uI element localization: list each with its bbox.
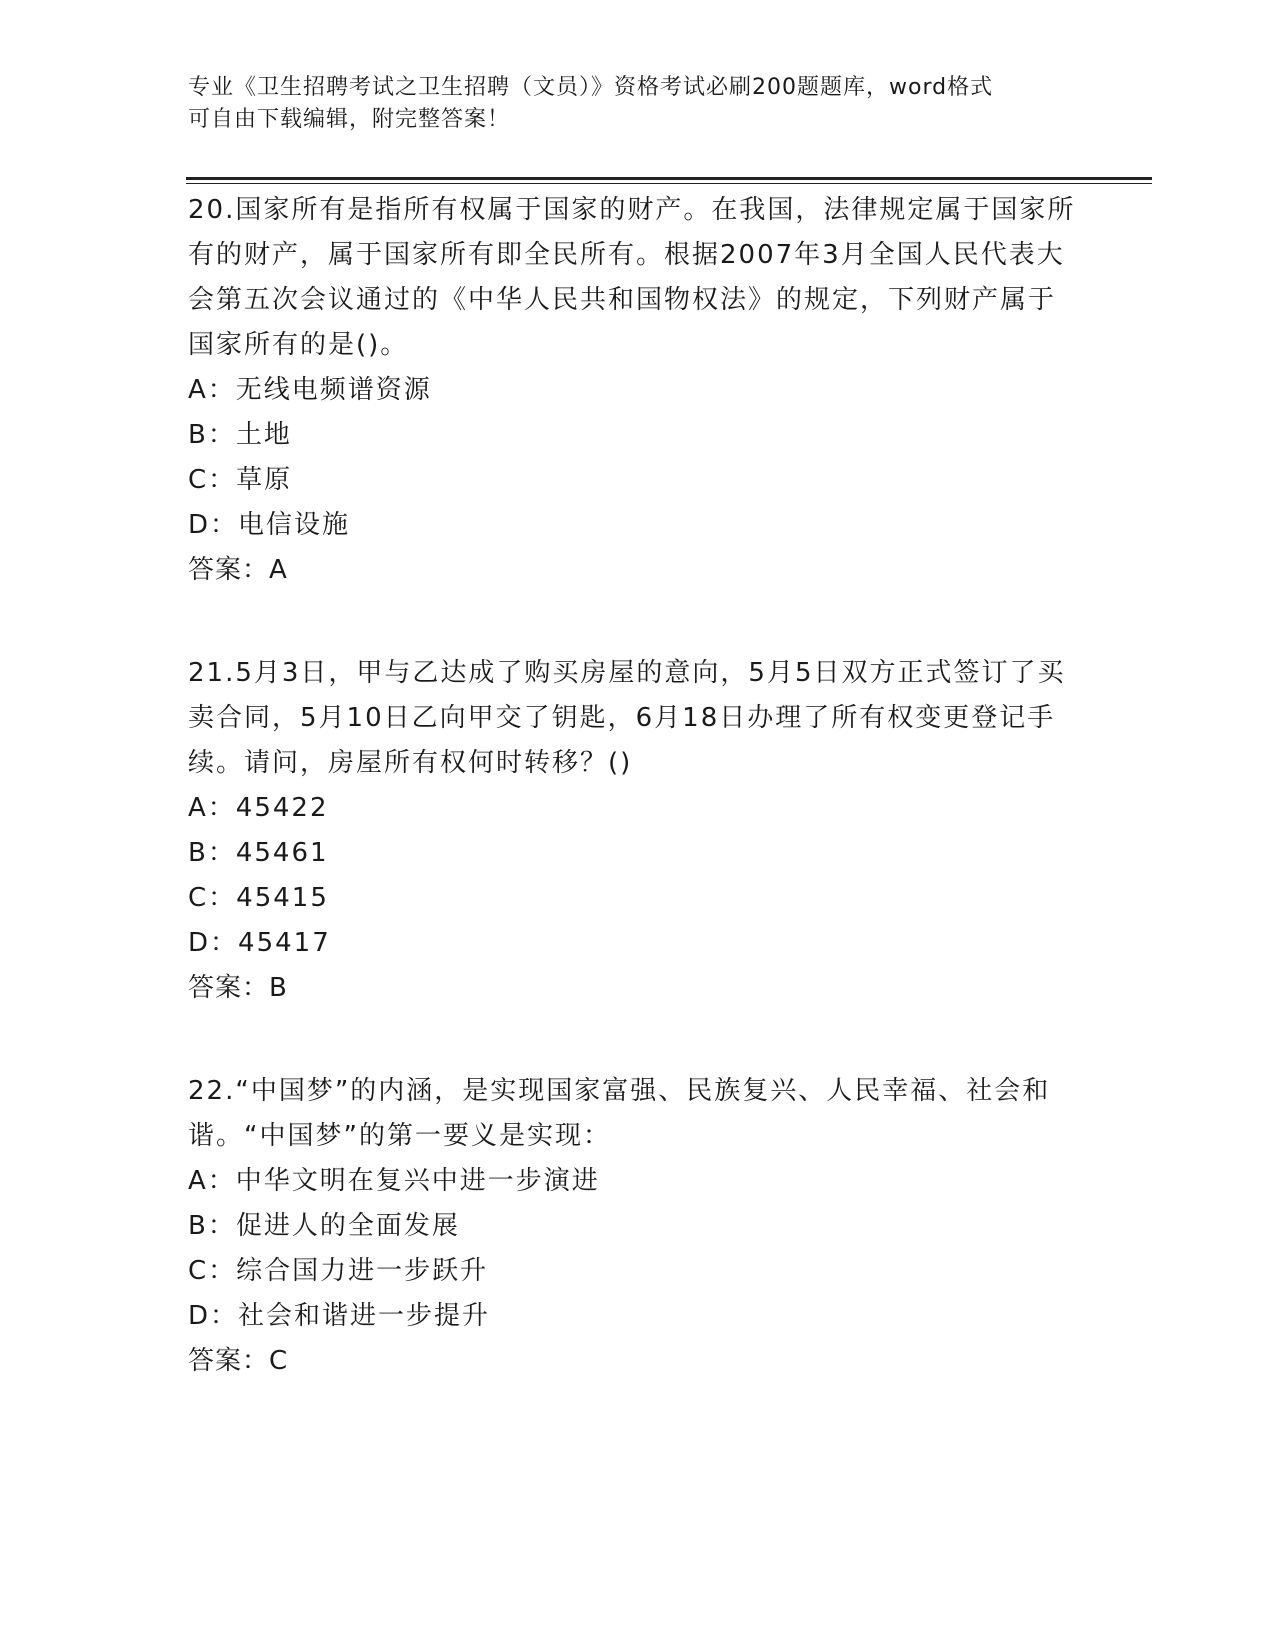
option-a: A：45422 — [188, 793, 329, 823]
document-header — [188, 72, 1068, 136]
question-21 — [188, 651, 1088, 1011]
option-b: B：45461 — [188, 838, 329, 868]
header-title-line-2: 可自由下载编辑，附完整答案！ — [188, 107, 511, 132]
header-divider-thin — [186, 183, 1152, 184]
header-title-line-1: 专业《卫生招聘考试之卫生招聘（文员）》资格考试必刷200题题库，word格式 — [188, 75, 994, 100]
answer-line: 答案：B — [188, 973, 288, 1003]
question-stem: 20.国家所有是指所有权属于国家的财产。在我国，法律规定属于国家所有的财产，属于国家所有即全民所有。根据2007年3月全国人民代表大会第五次会议通过的《中华人民共和国物权法》的规定，下列财产属于国家所有的是()。 — [188, 195, 1076, 360]
option-c: C：综合国力进一步跃升 — [188, 1256, 489, 1286]
question-22 — [188, 1069, 1088, 1384]
question-20 — [188, 188, 1088, 593]
question-stem: 22.“中国梦”的内涵，是实现国家富强、民族复兴、人民幸福、社会和谐。“中国梦”的第一要义是实现： — [188, 1076, 1051, 1151]
option-b: B：促进人的全面发展 — [188, 1211, 460, 1241]
header-divider-thick — [186, 177, 1152, 180]
option-c: C：草原 — [188, 465, 293, 495]
option-d: D：45417 — [188, 928, 331, 958]
option-a: A：中华文明在复兴中进一步演进 — [188, 1166, 600, 1196]
option-d: D：电信设施 — [188, 510, 351, 540]
answer-line: 答案：A — [188, 555, 288, 585]
answer-line: 答案：C — [188, 1346, 289, 1376]
question-stem: 21.5月3日，甲与乙达成了购买房屋的意向，5月5日双方正式签订了买卖合同，5月10日乙向甲交了钥匙，6月18日办理了所有权变更登记手续。请问，房屋所有权何时转移？() — [188, 658, 1066, 778]
option-c: C：45415 — [188, 883, 329, 913]
option-b: B：土地 — [188, 420, 292, 450]
option-a: A：无线电频谱资源 — [188, 375, 432, 405]
question-list — [188, 188, 1088, 1442]
option-d: D：社会和谐进一步提升 — [188, 1301, 491, 1331]
